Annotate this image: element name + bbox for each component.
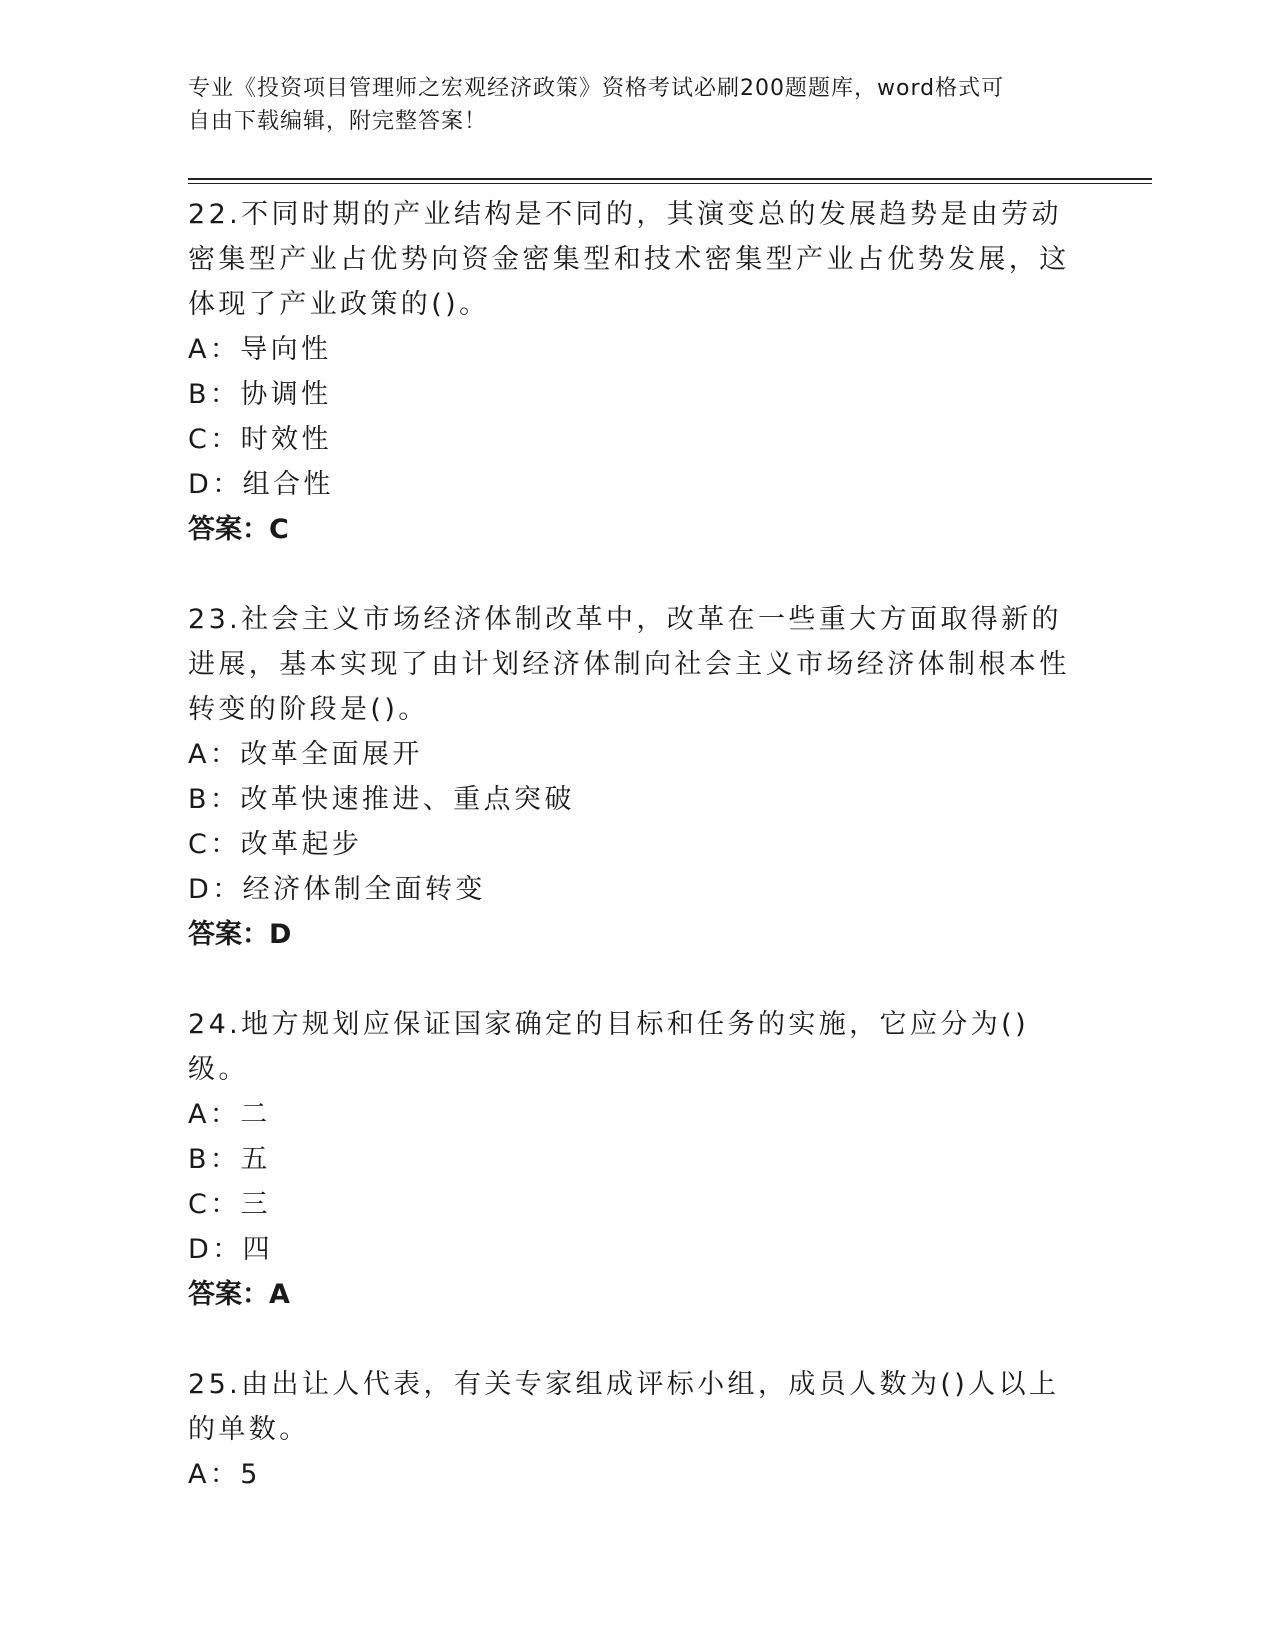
option-a: A：导向性 bbox=[188, 334, 332, 365]
question-stem: 22.不同时期的产业结构是不同的，其演变总的发展趋势是由劳动密集型产业占优势向资金密集型和技术密集型产业占优势发展，这体现了产业政策的()。 bbox=[188, 199, 1070, 320]
header-divider bbox=[188, 178, 1152, 184]
option-d: D：组合性 bbox=[188, 469, 334, 500]
option-b: B：五 bbox=[188, 1144, 271, 1175]
option-a: A：5 bbox=[188, 1459, 261, 1490]
question-list bbox=[188, 192, 1088, 1542]
question-stem: 23.社会主义市场经济体制改革中，改革在一些重大方面取得新的进展，基本实现了由计划经济体制向社会主义市场经济体制根本性转变的阶段是()。 bbox=[188, 604, 1070, 725]
option-c: C：三 bbox=[188, 1189, 272, 1220]
option-c: C：时效性 bbox=[188, 424, 332, 455]
question-24 bbox=[188, 1002, 1088, 1317]
option-d: D：四 bbox=[188, 1234, 273, 1265]
question-stem: 25.由出让人代表，有关专家组成评标小组，成员人数为()人以上的单数。 bbox=[188, 1369, 1060, 1445]
document-header bbox=[188, 72, 1088, 138]
question-23 bbox=[188, 597, 1088, 957]
question-25 bbox=[188, 1362, 1088, 1497]
option-b: B：改革快速推进、重点突破 bbox=[188, 784, 575, 815]
answer-line: 答案：A bbox=[188, 1279, 290, 1310]
option-a: A：二 bbox=[188, 1099, 271, 1130]
question-stem: 24.地方规划应保证国家确定的目标和任务的实施，它应分为()级。 bbox=[188, 1009, 1030, 1085]
answer-line: 答案：D bbox=[188, 919, 292, 950]
header-line-2: 自由下载编辑，附完整答案！ bbox=[188, 109, 488, 134]
option-a: A：改革全面展开 bbox=[188, 739, 423, 770]
option-d: D：经济体制全面转变 bbox=[188, 874, 486, 905]
answer-line: 答案：C bbox=[188, 514, 289, 545]
option-c: C：改革起步 bbox=[188, 829, 363, 860]
header-line-1: 专业《投资项目管理师之宏观经济政策》资格考试必刷200题题库，word格式可 bbox=[188, 76, 1005, 101]
option-b: B：协调性 bbox=[188, 379, 332, 410]
question-22 bbox=[188, 192, 1088, 552]
